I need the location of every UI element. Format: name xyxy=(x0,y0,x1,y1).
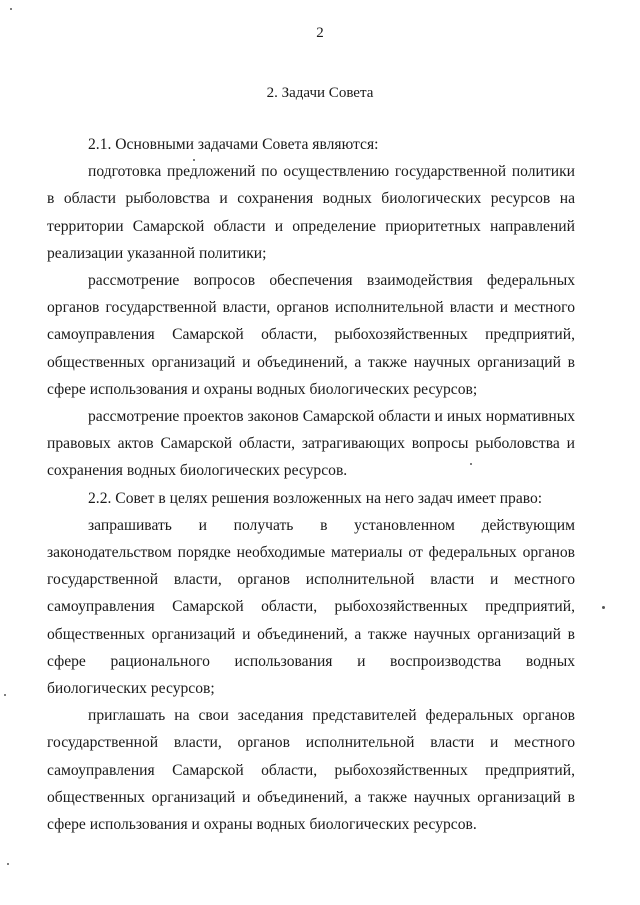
document-body xyxy=(47,131,575,838)
scan-speck xyxy=(4,694,6,696)
paragraph-task-interaction: рассмотрение вопросов обеспечения взаимодействия федеральных органов государственной власти, органов исполнительной власти и местного самоуправления Самарской области, рыбохозяйственных предприятий, общественных организаций и объединений, а также научных организаций в сфере использования и охраны водных биологических ресурсов; xyxy=(47,272,575,398)
paragraph-task-laws: рассмотрение проектов законов Самарской области и иных нормативных правовых актов Самарской области, затрагивающих вопросы рыболовства и сохранения водных биологических ресурсов. xyxy=(47,408,575,480)
paragraph-2-1-intro: 2.1. Основными задачами Совета являются: xyxy=(88,136,379,153)
scan-speck xyxy=(10,8,12,10)
page-number: 2 xyxy=(316,25,324,41)
scan-speck xyxy=(470,463,472,465)
paragraph-2-2-intro: 2.2. Совет в целях решения возложенных на него задач имеет право: xyxy=(88,489,543,507)
paragraph-right-request: запрашивать и получать в установленном действующим законодательством порядке необходимые материалы от федеральных органов государственной власти, органов исполнительной власти и местного самоуправления Самарской области, рыбохозяйственных предприятий, общественных организаций и объединений, а также научных организаций в сфере рационального использования и воспроизводства водных биологических ресурсов; xyxy=(47,516,575,698)
section-heading: 2. Задачи Совета xyxy=(266,85,374,101)
scan-speck xyxy=(602,606,605,609)
paragraph-right-invite: приглашать на свои заседания представителей федеральных органов государственной власти, органов исполнительной власти и местного самоуправления Самарской области, рыбохозяйственных предприятий, общественных организаций и объединений, а также научных организаций в сфере использования и охраны водных биологических ресурсов. xyxy=(47,707,575,834)
paragraph-task-policy: подготовка предложений по осуществлению государственной политики в области рыболовства и сохранения водных биологических ресурсов на территории Самарской области и определение приоритетных направлений реализации указанной политики; xyxy=(47,163,575,262)
scan-speck xyxy=(193,159,195,161)
scan-speck xyxy=(7,863,9,865)
